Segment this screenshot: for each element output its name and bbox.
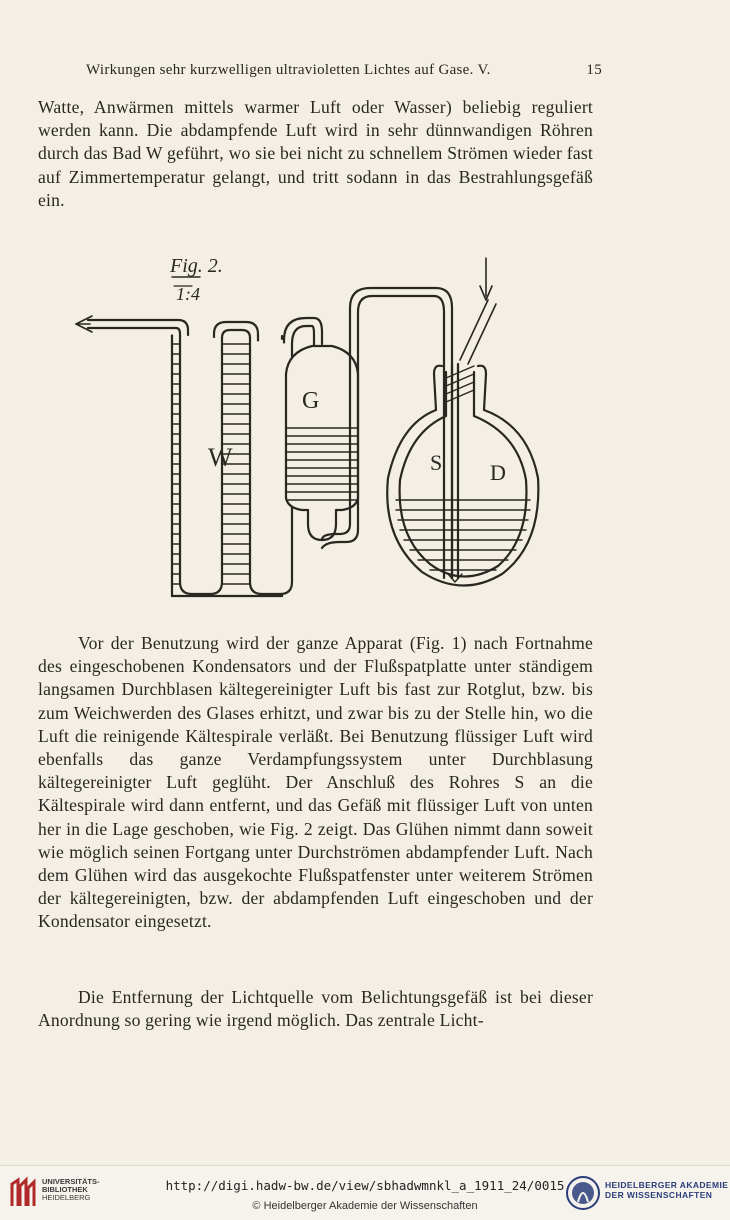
vessel-g	[286, 346, 358, 540]
academy-seal-icon	[566, 1174, 600, 1212]
flask-d	[387, 364, 538, 586]
paragraph-3	[38, 986, 593, 1032]
paragraph-text: Die Entfernung der Lichtquelle vom Belichtungsgefäß ist bei dieser Anordnung so gering wie irgend möglich. Das zentrale Licht-	[38, 987, 593, 1031]
academy-logo-text: HEIDELBERGER AKADEMIE DER WISSENSCHAFTEN	[605, 1180, 729, 1200]
paragraph-1	[38, 96, 593, 212]
figure-scale: 1:4	[176, 284, 200, 304]
label-w: W	[208, 443, 233, 472]
figure-caption: Fig. 2.	[170, 255, 223, 277]
permalink-url[interactable]: http://digi.hadw-bw.de/view/sbhadwmnkl_a_1911_24/0015	[165, 1178, 565, 1193]
label-d: D	[490, 460, 506, 485]
university-library-logo-text: UNIVERSITÄTS- BIBLIOTHEK HEIDELBERG	[42, 1177, 100, 1202]
tube-w	[88, 320, 292, 594]
running-header	[62, 62, 602, 79]
page-number: 15	[586, 62, 602, 78]
running-title: Wirkungen sehr kurzwelligen ultravioletten Lichtes auf Gase. V.	[86, 62, 491, 78]
copyright-notice: © Heidelberger Akademie der Wissenschaften	[252, 1200, 478, 1212]
label-s: S	[430, 450, 443, 475]
paragraph-text: Vor der Benutzung wird der ganze Apparat (Fig. 1) nach Fortnahme des eingeschobenen Kondensators und der Flußspatplatte unter ständigem langsamen Durchblasen kältegereinigter Luft bis fast zur Rotglut, bzw. bis zum Weichwerden des Glases erhitzt, und zwar bis zu der Stelle hin, wo die Luft die reinigende Kältespirale verläßt. Bei Benutzung flüssiger Luft wird ebenfalls das ganze Verdampfungssystem unter Durchblasung kältegereinigter Luft geglüht. Der Anschluß des Rohres S an die Kältespirale wird dann entfernt, und das Gefäß mit flüssiger Luft von unten her in die Lage geschoben, wie Fig. 2 zeigt. Das Glühen nimmt dann soweit wie möglich seinen Fortgang unter Durchströmen abdampfender Luft. Nach dem Glühen wird das ausgekochte Flußspatfenster unter weiterem Strömen der kältegereinigten, bzw. der abdampfenden Luft eingeschoben und der Kondensator eingesetzt.	[38, 633, 593, 932]
paragraph-text: Watte, Anwärmen mittels warmer Luft oder Wasser) beliebig reguliert werden kann. Die abdampfende Luft wird in sehr dünnwandigen Röhren durch das Bad W geführt, wo sie bei nicht zu schnellem Strömen wieder fast auf Zimmertemperatur gelangt, und tritt sodann in das Bestrahlungsgefäß ein.	[38, 97, 593, 210]
apparatus-figure	[70, 248, 550, 608]
label-g: G	[302, 388, 320, 414]
viewer-footer	[0, 1165, 730, 1220]
paragraph-2	[38, 632, 593, 934]
